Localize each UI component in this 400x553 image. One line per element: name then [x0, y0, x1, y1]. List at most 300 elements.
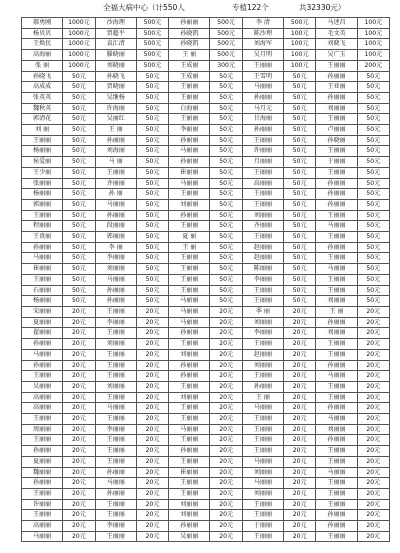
donation-amount: 20元: [210, 510, 242, 521]
donation-amount: 20元: [357, 435, 389, 446]
donor-name: 孙丽丽: [169, 210, 210, 221]
donor-name: 王丽丽: [316, 488, 357, 499]
donation-amount: 50元: [210, 135, 242, 146]
donation-amount: 20元: [284, 478, 316, 489]
donation-amount: 20元: [136, 521, 168, 532]
donor-name: 王丽丽: [169, 92, 210, 103]
donation-amount: 50元: [136, 167, 168, 178]
donor-name: 孙丽丽: [316, 199, 357, 210]
donor-name: 王丽丽: [22, 210, 63, 221]
donor-name: 许丽丽: [22, 499, 63, 510]
donation-amount: 50元: [357, 232, 389, 243]
donor-name: 孙丽丽: [316, 242, 357, 253]
table-row: [22, 403, 390, 414]
donor-name: 甘海丽: [242, 114, 283, 125]
donation-amount: 50元: [63, 274, 95, 285]
table-row: [22, 253, 390, 264]
donation-amount: 50元: [357, 135, 389, 146]
donation-amount: 50元: [210, 274, 242, 285]
donation-amount: 20元: [284, 531, 316, 542]
donor-name: 孙丽丽: [22, 242, 63, 253]
donor-name: 杨丽丽: [22, 189, 63, 200]
donor-name: 王丽丽: [169, 403, 210, 414]
donor-name: 高成成: [22, 82, 63, 93]
donation-amount: 50元: [210, 157, 242, 168]
donation-amount: 50元: [357, 264, 389, 275]
donor-name: 孙晓凯: [169, 39, 210, 50]
donation-amount: 50元: [136, 242, 168, 253]
donation-amount: 50元: [210, 242, 242, 253]
donation-amount: 20元: [210, 414, 242, 425]
donation-amount: 50元: [210, 189, 242, 200]
donor-name: 马 丽: [95, 157, 136, 168]
donation-amount: 50元: [284, 125, 316, 136]
donor-name: 月丽丽: [242, 157, 283, 168]
donation-amount: 50元: [63, 264, 95, 275]
donation-amount: 50元: [284, 135, 316, 146]
donor-name: 孙丽丽: [169, 328, 210, 339]
donation-amount: 20元: [63, 456, 95, 467]
donor-name: 吴继杨: [95, 92, 136, 103]
table-row: [22, 392, 390, 403]
donation-amount: 20元: [357, 328, 389, 339]
donation-amount: 50元: [136, 264, 168, 275]
donor-name: 马丽丽: [22, 253, 63, 264]
donor-name: 孙丽丽: [22, 339, 63, 350]
donation-amount: 50元: [284, 146, 316, 157]
donation-amount: 20元: [284, 317, 316, 328]
donation-amount: 20元: [136, 403, 168, 414]
donor-name: 王亚丽: [316, 82, 357, 93]
donation-amount: 500元: [284, 18, 316, 29]
donor-name: 王焕民: [22, 39, 63, 50]
donation-amount: 50元: [284, 210, 316, 221]
donor-name: 王丽丽: [95, 306, 136, 317]
donor-name: 王丽丽: [95, 328, 136, 339]
donation-amount: 500元: [136, 50, 168, 61]
donor-name: 王丽丽: [95, 435, 136, 446]
total-amount: 共32330元）: [299, 3, 346, 12]
donor-name: 王丽丽: [316, 349, 357, 360]
donor-name: 王丽丽: [316, 381, 357, 392]
donor-name: 王丽丽: [242, 339, 283, 350]
donation-amount: 20元: [357, 499, 389, 510]
donation-table: [21, 17, 390, 542]
donor-name: 孙丽丽: [22, 478, 63, 489]
donation-amount: 20元: [284, 306, 316, 317]
donation-amount: 50元: [136, 199, 168, 210]
donor-name: 孙丽丽: [169, 521, 210, 532]
donation-amount: 50元: [63, 92, 95, 103]
donation-amount: 20元: [357, 339, 389, 350]
donation-amount: 100元: [357, 18, 389, 29]
donor-name: 夏丽丽: [22, 456, 63, 467]
table-row: [22, 360, 390, 371]
donation-amount: 20元: [136, 456, 168, 467]
donor-name: 翟丽丽: [22, 328, 63, 339]
donation-amount: 100元: [284, 50, 316, 61]
donor-name: 马丽丽: [169, 178, 210, 189]
table-row: [22, 435, 390, 446]
donor-name: 王丽丽: [242, 232, 283, 243]
donor-name: 崔丽丽: [169, 467, 210, 478]
donor-name: 马丽丽: [22, 349, 63, 360]
donor-name: 孙丽丽: [95, 285, 136, 296]
donation-amount: 50元: [210, 92, 242, 103]
donation-amount: 20元: [63, 339, 95, 350]
donor-name: 刘丽丽: [316, 328, 357, 339]
donor-name: 郭丽丽: [95, 232, 136, 243]
donor-name: 王丽丽: [316, 167, 357, 178]
donation-amount: 20元: [136, 306, 168, 317]
table-row: [22, 499, 390, 510]
donor-name: 滕晓丽: [95, 50, 136, 61]
donation-amount: 50元: [136, 221, 168, 232]
donor-name: 孙丽丽: [316, 317, 357, 328]
donation-amount: 50元: [210, 232, 242, 243]
donor-name: 王丽丽: [242, 446, 283, 457]
donation-amount: 20元: [136, 371, 168, 382]
donation-amount: 50元: [136, 82, 168, 93]
table-row: [22, 339, 390, 350]
donation-amount: 20元: [357, 478, 389, 489]
table-row: [22, 274, 390, 285]
donor-name: 王 丽: [242, 392, 283, 403]
donor-name: 王丽丽: [316, 446, 357, 457]
donor-name: 马述昌: [316, 18, 357, 29]
donation-amount: 20元: [357, 317, 389, 328]
donation-amount: 20元: [63, 531, 95, 542]
donor-name: 马丽丽: [169, 424, 210, 435]
donation-amount: 50元: [63, 103, 95, 114]
donor-name: 孙丽丽: [169, 360, 210, 371]
donor-name: 马丽丽: [316, 414, 357, 425]
table-row: [22, 371, 390, 382]
donor-name: 王丽丽: [316, 210, 357, 221]
donation-amount: 1000元: [63, 50, 95, 61]
donor-name: 刘丽丽: [95, 264, 136, 275]
donation-amount: 50元: [136, 92, 168, 103]
donation-amount: 50元: [210, 296, 242, 307]
donation-amount: 50元: [357, 71, 389, 82]
table-row: [22, 178, 390, 189]
donation-amount: 20元: [210, 381, 242, 392]
donation-amount: 20元: [210, 456, 242, 467]
donor-name: 齐丽丽: [95, 178, 136, 189]
donation-amount: 20元: [136, 392, 168, 403]
donor-name: 王丽丽: [242, 499, 283, 510]
donation-amount: 20元: [136, 360, 168, 371]
donation-amount: 20元: [210, 328, 242, 339]
table-row: [22, 488, 390, 499]
donor-name: 王丽丽: [169, 264, 210, 275]
donation-amount: 50元: [357, 82, 389, 93]
table-row: [22, 521, 390, 532]
donation-amount: 20元: [357, 381, 389, 392]
donation-amount: 50元: [136, 103, 168, 114]
donor-name: 张英英: [22, 92, 63, 103]
donor-name: 王丽丽: [95, 392, 136, 403]
donor-name: 马丽丽: [22, 531, 63, 542]
table-row: [22, 28, 390, 39]
donor-name: 王丽丽: [242, 435, 283, 446]
donor-name: 刘丽丽: [242, 210, 283, 221]
donation-amount: 50元: [136, 210, 168, 221]
donation-amount: 20元: [210, 306, 242, 317]
donor-name: 刘 丽: [22, 125, 63, 136]
table-row: [22, 467, 390, 478]
unit-count: 专植122个: [232, 3, 269, 12]
donation-amount: 50元: [357, 114, 389, 125]
donation-amount: 20元: [210, 467, 242, 478]
donor-name: 于丽丽: [316, 157, 357, 168]
donor-name: 郭丽丽: [22, 199, 63, 210]
donor-name: 孙丽丽: [316, 521, 357, 532]
donation-amount: 50元: [63, 232, 95, 243]
donation-amount: 100元: [284, 60, 316, 71]
donor-name: 孙丽丽: [316, 360, 357, 371]
donation-amount: 50元: [210, 146, 242, 157]
donation-amount: 50元: [357, 103, 389, 114]
donation-amount: 20元: [357, 510, 389, 521]
donation-amount: 50元: [284, 242, 316, 253]
donor-name: 卢丽丽: [316, 125, 357, 136]
donation-amount: 50元: [284, 178, 316, 189]
donation-amount: 20元: [210, 446, 242, 457]
donation-amount: 20元: [136, 499, 168, 510]
donor-name: 刘丽丽: [316, 424, 357, 435]
donor-name: 马丽丽: [316, 221, 357, 232]
donor-name: 王丽丽: [95, 499, 136, 510]
donor-name: 赵丽丽: [242, 349, 283, 360]
donor-name: 马丽丽: [242, 403, 283, 414]
donor-name: 王丽丽: [95, 446, 136, 457]
donation-amount: 50元: [284, 167, 316, 178]
donation-amount: 50元: [357, 210, 389, 221]
donation-amount: 50元: [63, 157, 95, 168]
donation-amount: 50元: [136, 189, 168, 200]
donor-name: 孙晓丽: [316, 135, 357, 146]
donor-name: 李 清: [242, 18, 283, 29]
donor-name: 许海丽: [95, 103, 136, 114]
donation-amount: 20元: [210, 521, 242, 532]
donor-name: 孙丽丽: [242, 125, 283, 136]
donor-name: 沙海理: [95, 18, 136, 29]
document-title: 全福大病中心（计550人: [103, 3, 185, 12]
donor-name: 马丽丽: [169, 146, 210, 157]
donation-amount: 50元: [357, 146, 389, 157]
donor-name: 王丽丽: [242, 414, 283, 425]
donor-name: 刘晓飞: [316, 39, 357, 50]
donation-amount: 20元: [136, 317, 168, 328]
donor-name: 张 丽: [22, 60, 63, 71]
donation-amount: 20元: [63, 521, 95, 532]
donation-amount: 20元: [357, 467, 389, 478]
donor-name: 毛文英: [316, 28, 357, 39]
donation-amount: 20元: [284, 467, 316, 478]
donor-name: 王丽丽: [22, 435, 63, 446]
donation-amount: 500元: [136, 28, 168, 39]
table-row: [22, 456, 390, 467]
donation-amount: 20元: [63, 317, 95, 328]
donor-name: 马丽丽: [242, 456, 283, 467]
donation-amount: 50元: [284, 253, 316, 264]
donor-name: 王成丽: [169, 71, 210, 82]
donation-amount: 50元: [357, 221, 389, 232]
donation-amount: 50元: [357, 253, 389, 264]
donor-name: 杨丽丽: [22, 296, 63, 307]
donor-name: 孙丽丽: [316, 510, 357, 521]
donor-name: 王丽丽: [242, 296, 283, 307]
donor-name: 王丽丽: [169, 488, 210, 499]
donor-name: 孙晓飞: [95, 71, 136, 82]
donation-amount: 20元: [357, 306, 389, 317]
donor-name: 王雪明: [242, 71, 283, 82]
table-row: [22, 18, 390, 29]
donation-amount: 20元: [136, 488, 168, 499]
donation-amount: 20元: [284, 339, 316, 350]
donation-amount: 20元: [136, 446, 168, 457]
document-header: [0, 2, 400, 14]
donation-amount: 50元: [63, 82, 95, 93]
donor-name: 侯爱丽: [22, 157, 63, 168]
donation-amount: 50元: [284, 285, 316, 296]
donor-name: 孙丽丽: [169, 18, 210, 29]
donor-name: 王 丽: [169, 242, 210, 253]
donor-name: 孙丽丽: [169, 157, 210, 168]
donation-amount: 20元: [357, 403, 389, 414]
table-row: [22, 414, 390, 425]
donation-amount: 50元: [284, 92, 316, 103]
donation-amount: 20元: [63, 360, 95, 371]
donor-name: 宋丽丽: [22, 306, 63, 317]
donation-amount: 50元: [357, 285, 389, 296]
donation-amount: 50元: [210, 125, 242, 136]
donor-name: 孙丽丽: [95, 488, 136, 499]
donation-amount: 50元: [63, 221, 95, 232]
donation-amount: 50元: [63, 167, 95, 178]
table-row: [22, 510, 390, 521]
donor-name: 王成丽: [169, 60, 210, 71]
donor-name: 刘丽丽: [95, 339, 136, 350]
donation-amount: 50元: [136, 146, 168, 157]
table-row: [22, 103, 390, 114]
donor-name: 刘丽丽: [169, 349, 210, 360]
table-row: [22, 531, 390, 542]
donor-name: 马月元: [242, 103, 283, 114]
donation-amount: 50元: [210, 71, 242, 82]
donation-amount: 20元: [63, 446, 95, 457]
table-row: [22, 349, 390, 360]
donor-name: 赵丽丽: [242, 253, 283, 264]
donation-amount: 50元: [284, 199, 316, 210]
donor-name: 段丽丽: [95, 221, 136, 232]
donation-amount: 20元: [210, 371, 242, 382]
donation-amount: 50元: [136, 135, 168, 146]
donation-amount: 20元: [136, 328, 168, 339]
donor-name: 王丽丽: [316, 531, 357, 542]
donation-amount: 50元: [357, 125, 389, 136]
donation-amount: 20元: [63, 488, 95, 499]
donation-amount: 100元: [357, 50, 389, 61]
donor-name: 王丽丽: [169, 221, 210, 232]
donor-name: 王丽丽: [316, 232, 357, 243]
donation-amount: 50元: [210, 285, 242, 296]
donation-amount: 1000元: [63, 60, 95, 71]
donation-amount: 50元: [210, 253, 242, 264]
table-row: [22, 189, 390, 200]
table-row: [22, 71, 390, 82]
donation-amount: 20元: [210, 317, 242, 328]
donation-amount: 20元: [63, 435, 95, 446]
donor-name: 齐丽丽: [242, 221, 283, 232]
donation-amount: 20元: [357, 349, 389, 360]
donor-name: 孙丽丽: [169, 135, 210, 146]
donor-name: 王丽丽: [316, 392, 357, 403]
donor-name: 高丽丽: [22, 403, 63, 414]
donation-amount: 20元: [63, 403, 95, 414]
table-row: [22, 232, 390, 243]
donor-name: 李丽丽: [95, 521, 136, 532]
donation-amount: 20元: [284, 510, 316, 521]
donation-amount: 20元: [210, 339, 242, 350]
donor-name: 杨丽丽: [22, 146, 63, 157]
donation-amount: 50元: [136, 274, 168, 285]
donation-amount: 20元: [357, 392, 389, 403]
donation-amount: 500元: [210, 18, 242, 29]
donor-name: 孙丽丽: [316, 435, 357, 446]
donation-amount: 20元: [357, 414, 389, 425]
donation-amount: 20元: [136, 478, 168, 489]
donor-name: 王丽丽: [22, 414, 63, 425]
donor-name: 王丽丽: [169, 114, 210, 125]
donation-amount: 50元: [136, 157, 168, 168]
donor-name: 许丽丽: [242, 146, 283, 157]
donor-name: 夏丽丽: [22, 317, 63, 328]
donation-amount: 50元: [136, 71, 168, 82]
donor-name: 王丽丽: [22, 510, 63, 521]
donor-name: 李丽丽: [95, 253, 136, 264]
donation-amount: 20元: [210, 360, 242, 371]
donation-amount: 20元: [136, 414, 168, 425]
donation-amount: 50元: [63, 135, 95, 146]
donation-amount: 50元: [284, 264, 316, 275]
donor-name: 李 丽: [95, 242, 136, 253]
donor-name: 马丽丽: [169, 317, 210, 328]
donation-amount: 50元: [63, 242, 95, 253]
donor-name: 王丽丽: [169, 456, 210, 467]
donation-amount: 50元: [210, 199, 242, 210]
donor-name: 王丽丽: [242, 60, 283, 71]
donor-name: 贾晓丽: [95, 82, 136, 93]
table-row: [22, 92, 390, 103]
donor-name: 王丽丽: [316, 285, 357, 296]
donation-amount: 50元: [136, 253, 168, 264]
donor-name: 孙晓凯: [169, 28, 210, 39]
donor-name: 马丽丽: [316, 467, 357, 478]
donation-amount: 20元: [136, 339, 168, 350]
donor-name: 孙丽丽: [169, 446, 210, 457]
donation-amount: 20元: [284, 360, 316, 371]
table-row: [22, 135, 390, 146]
donor-name: 王丽丽: [169, 274, 210, 285]
donor-name: 袁汇清: [95, 39, 136, 50]
donor-name: 高丽丽: [22, 521, 63, 532]
donation-amount: 1000元: [63, 28, 95, 39]
donation-amount: 20元: [284, 488, 316, 499]
donor-name: 刘海军: [242, 39, 283, 50]
donation-amount: 1000元: [63, 18, 95, 29]
